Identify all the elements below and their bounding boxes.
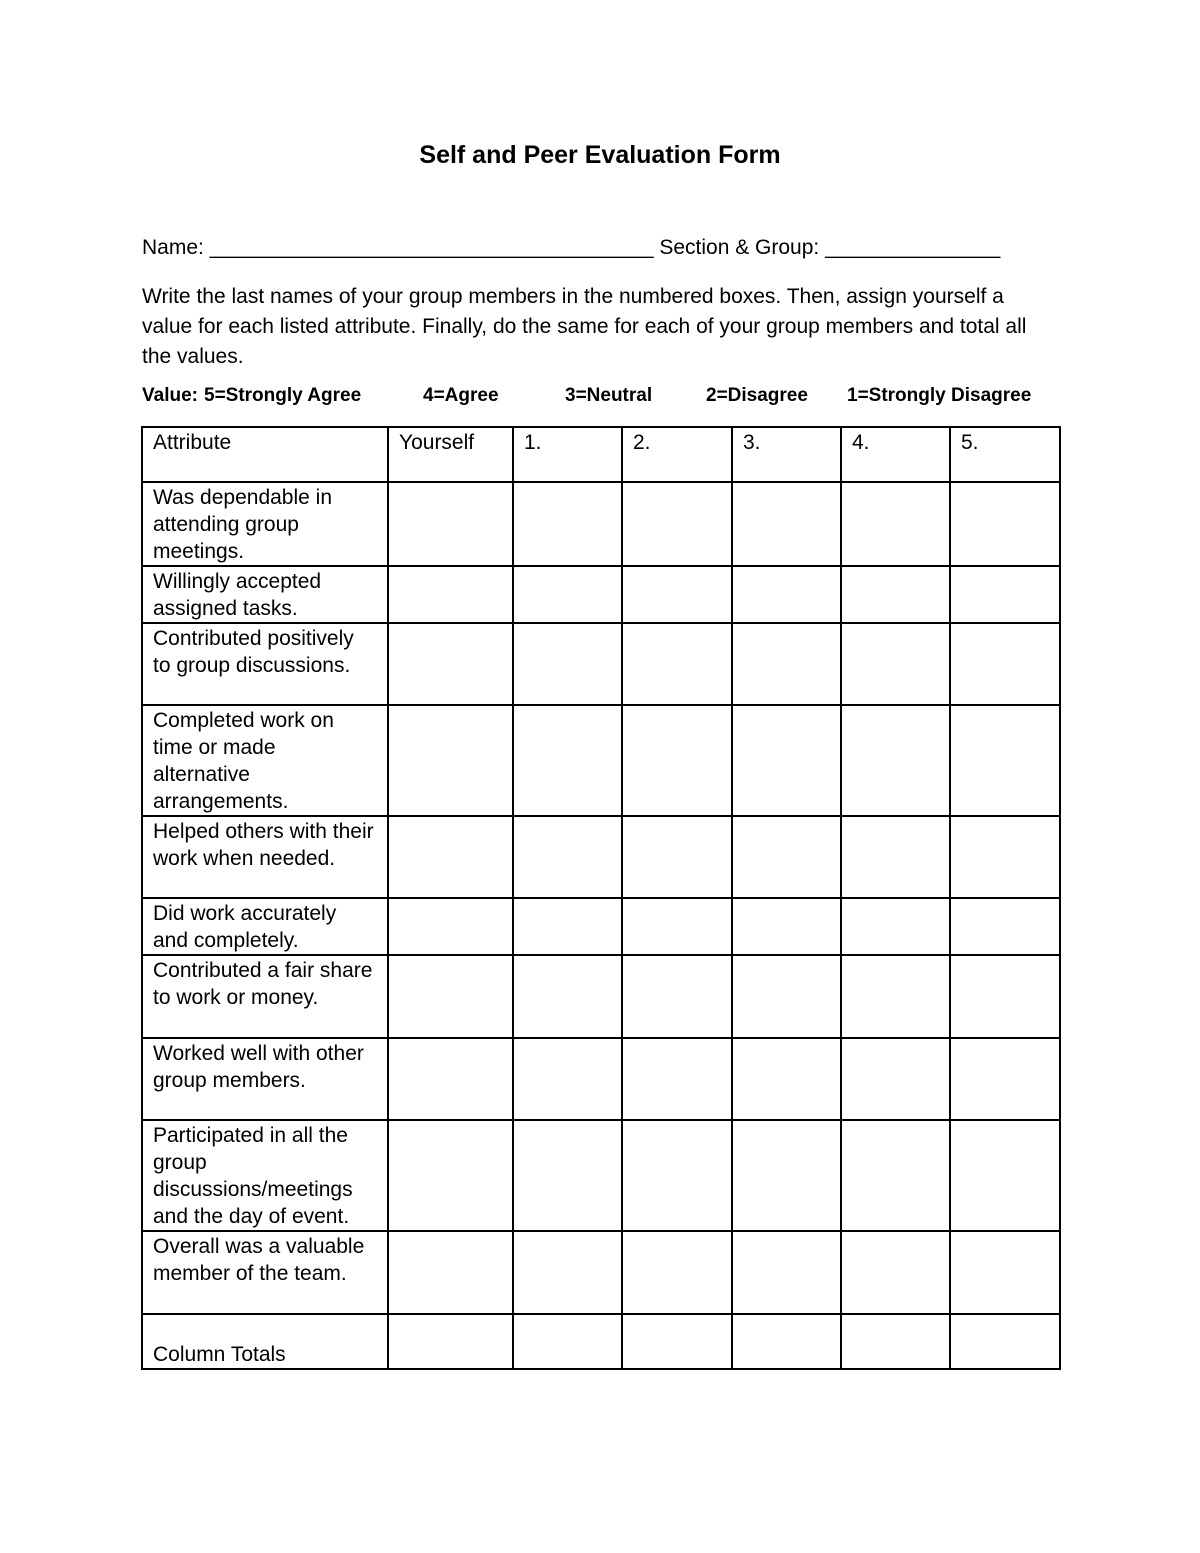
value-scale-item: 1=Strongly Disagree [847, 385, 1032, 406]
score-cell[interactable] [513, 1231, 622, 1314]
score-cell[interactable] [622, 482, 732, 566]
score-cell[interactable] [950, 1231, 1060, 1314]
score-cell[interactable] [513, 1120, 622, 1231]
score-cell[interactable] [950, 898, 1060, 955]
score-cell[interactable] [388, 566, 513, 623]
score-cell[interactable] [513, 482, 622, 566]
score-cell[interactable] [950, 1120, 1060, 1231]
score-cell[interactable] [388, 1038, 513, 1120]
score-cell[interactable] [513, 623, 622, 705]
page-title: Self and Peer Evaluation Form [419, 141, 781, 169]
header-member-2[interactable]: 2. [622, 427, 732, 482]
score-cell[interactable] [950, 955, 1060, 1038]
table-row [142, 1038, 1060, 1120]
score-cell[interactable] [732, 1120, 841, 1231]
score-cell[interactable] [732, 623, 841, 705]
attribute-cell: Contributed a fair share to work or money. [142, 955, 388, 1038]
score-cell[interactable] [841, 482, 950, 566]
header-yourself: Yourself [388, 427, 513, 482]
attribute-cell: Worked well with other group members. [142, 1038, 388, 1120]
header-member-1[interactable]: 1. [513, 427, 622, 482]
table-row [142, 566, 1060, 623]
value-scale-item: 3=Neutral [565, 385, 653, 406]
table-row [142, 898, 1060, 955]
score-cell[interactable] [513, 898, 622, 955]
total-cell[interactable] [950, 1314, 1060, 1369]
total-cell[interactable] [513, 1314, 622, 1369]
score-cell[interactable] [732, 816, 841, 898]
score-cell[interactable] [732, 955, 841, 1038]
score-cell[interactable] [950, 1038, 1060, 1120]
score-cell[interactable] [841, 898, 950, 955]
score-cell[interactable] [622, 623, 732, 705]
value-scale-item: 4=Agree [423, 385, 499, 406]
value-scale [142, 385, 1031, 407]
table-header-row [142, 427, 1060, 482]
score-cell[interactable] [622, 1120, 732, 1231]
score-cell[interactable] [513, 1038, 622, 1120]
evaluation-table [141, 426, 1061, 1370]
score-cell[interactable] [950, 816, 1060, 898]
score-cell[interactable] [388, 816, 513, 898]
attribute-cell: Willingly accepted assigned tasks. [142, 566, 388, 623]
score-cell[interactable] [622, 816, 732, 898]
score-cell[interactable] [950, 623, 1060, 705]
name-section-group-line: Name: ______________________________________ Section & Group: _______________ [142, 236, 1001, 259]
score-cell[interactable] [513, 705, 622, 816]
score-cell[interactable] [841, 566, 950, 623]
totals-row [142, 1314, 1060, 1369]
score-cell[interactable] [841, 1120, 950, 1231]
score-cell[interactable] [950, 566, 1060, 623]
score-cell[interactable] [841, 705, 950, 816]
table-row [142, 705, 1060, 816]
score-cell[interactable] [841, 623, 950, 705]
value-scale-item: 2=Disagree [706, 385, 808, 406]
attribute-cell: Was dependable in attending group meetings. [142, 482, 388, 566]
score-cell[interactable] [388, 1120, 513, 1231]
table-row [142, 816, 1060, 898]
attribute-cell: Completed work on time or made alternative arrangements. [142, 705, 388, 816]
score-cell[interactable] [388, 898, 513, 955]
total-cell[interactable] [841, 1314, 950, 1369]
score-cell[interactable] [513, 816, 622, 898]
score-cell[interactable] [388, 705, 513, 816]
score-cell[interactable] [622, 1231, 732, 1314]
score-cell[interactable] [841, 955, 950, 1038]
attribute-cell: Helped others with their work when needed. [142, 816, 388, 898]
total-cell[interactable] [732, 1314, 841, 1369]
attribute-cell: Overall was a valuable member of the team. [142, 1231, 388, 1314]
total-cell[interactable] [388, 1314, 513, 1369]
score-cell[interactable] [732, 705, 841, 816]
score-cell[interactable] [388, 623, 513, 705]
attribute-cell: Did work accurately and completely. [142, 898, 388, 955]
header-member-4[interactable]: 4. [841, 427, 950, 482]
table-row [142, 623, 1060, 705]
score-cell[interactable] [388, 955, 513, 1038]
table-row [142, 482, 1060, 566]
score-cell[interactable] [388, 482, 513, 566]
score-cell[interactable] [622, 566, 732, 623]
score-cell[interactable] [841, 1038, 950, 1120]
value-scale-item: 5=Strongly Agree [204, 385, 362, 406]
value-scale-label: Value: [142, 385, 198, 406]
score-cell[interactable] [732, 1231, 841, 1314]
attribute-cell: Contributed positively to group discussions. [142, 623, 388, 705]
score-cell[interactable] [732, 1038, 841, 1120]
header-attribute: Attribute [142, 427, 388, 482]
score-cell[interactable] [732, 566, 841, 623]
table-row [142, 1120, 1060, 1231]
score-cell[interactable] [622, 898, 732, 955]
score-cell[interactable] [513, 955, 622, 1038]
score-cell[interactable] [388, 1231, 513, 1314]
score-cell[interactable] [950, 705, 1060, 816]
instructions: Write the last names of your group members in the numbered boxes. Then, assign yourself a value for each listed attribute. Finally, do the same for each of your group members and total all the values. [142, 285, 1027, 368]
score-cell[interactable] [732, 898, 841, 955]
score-cell[interactable] [622, 955, 732, 1038]
table-row [142, 955, 1060, 1038]
column-totals-label: Column Totals [142, 1314, 388, 1369]
score-cell[interactable] [513, 566, 622, 623]
score-cell[interactable] [622, 1038, 732, 1120]
header-member-3[interactable]: 3. [732, 427, 841, 482]
score-cell[interactable] [732, 482, 841, 566]
score-cell[interactable] [841, 816, 950, 898]
score-cell[interactable] [841, 1231, 950, 1314]
header-member-5[interactable]: 5. [950, 427, 1060, 482]
score-cell[interactable] [622, 705, 732, 816]
table-row [142, 1231, 1060, 1314]
score-cell[interactable] [950, 482, 1060, 566]
total-cell[interactable] [622, 1314, 732, 1369]
attribute-cell: Participated in all the group discussions/meetings and the day of event. [142, 1120, 388, 1231]
